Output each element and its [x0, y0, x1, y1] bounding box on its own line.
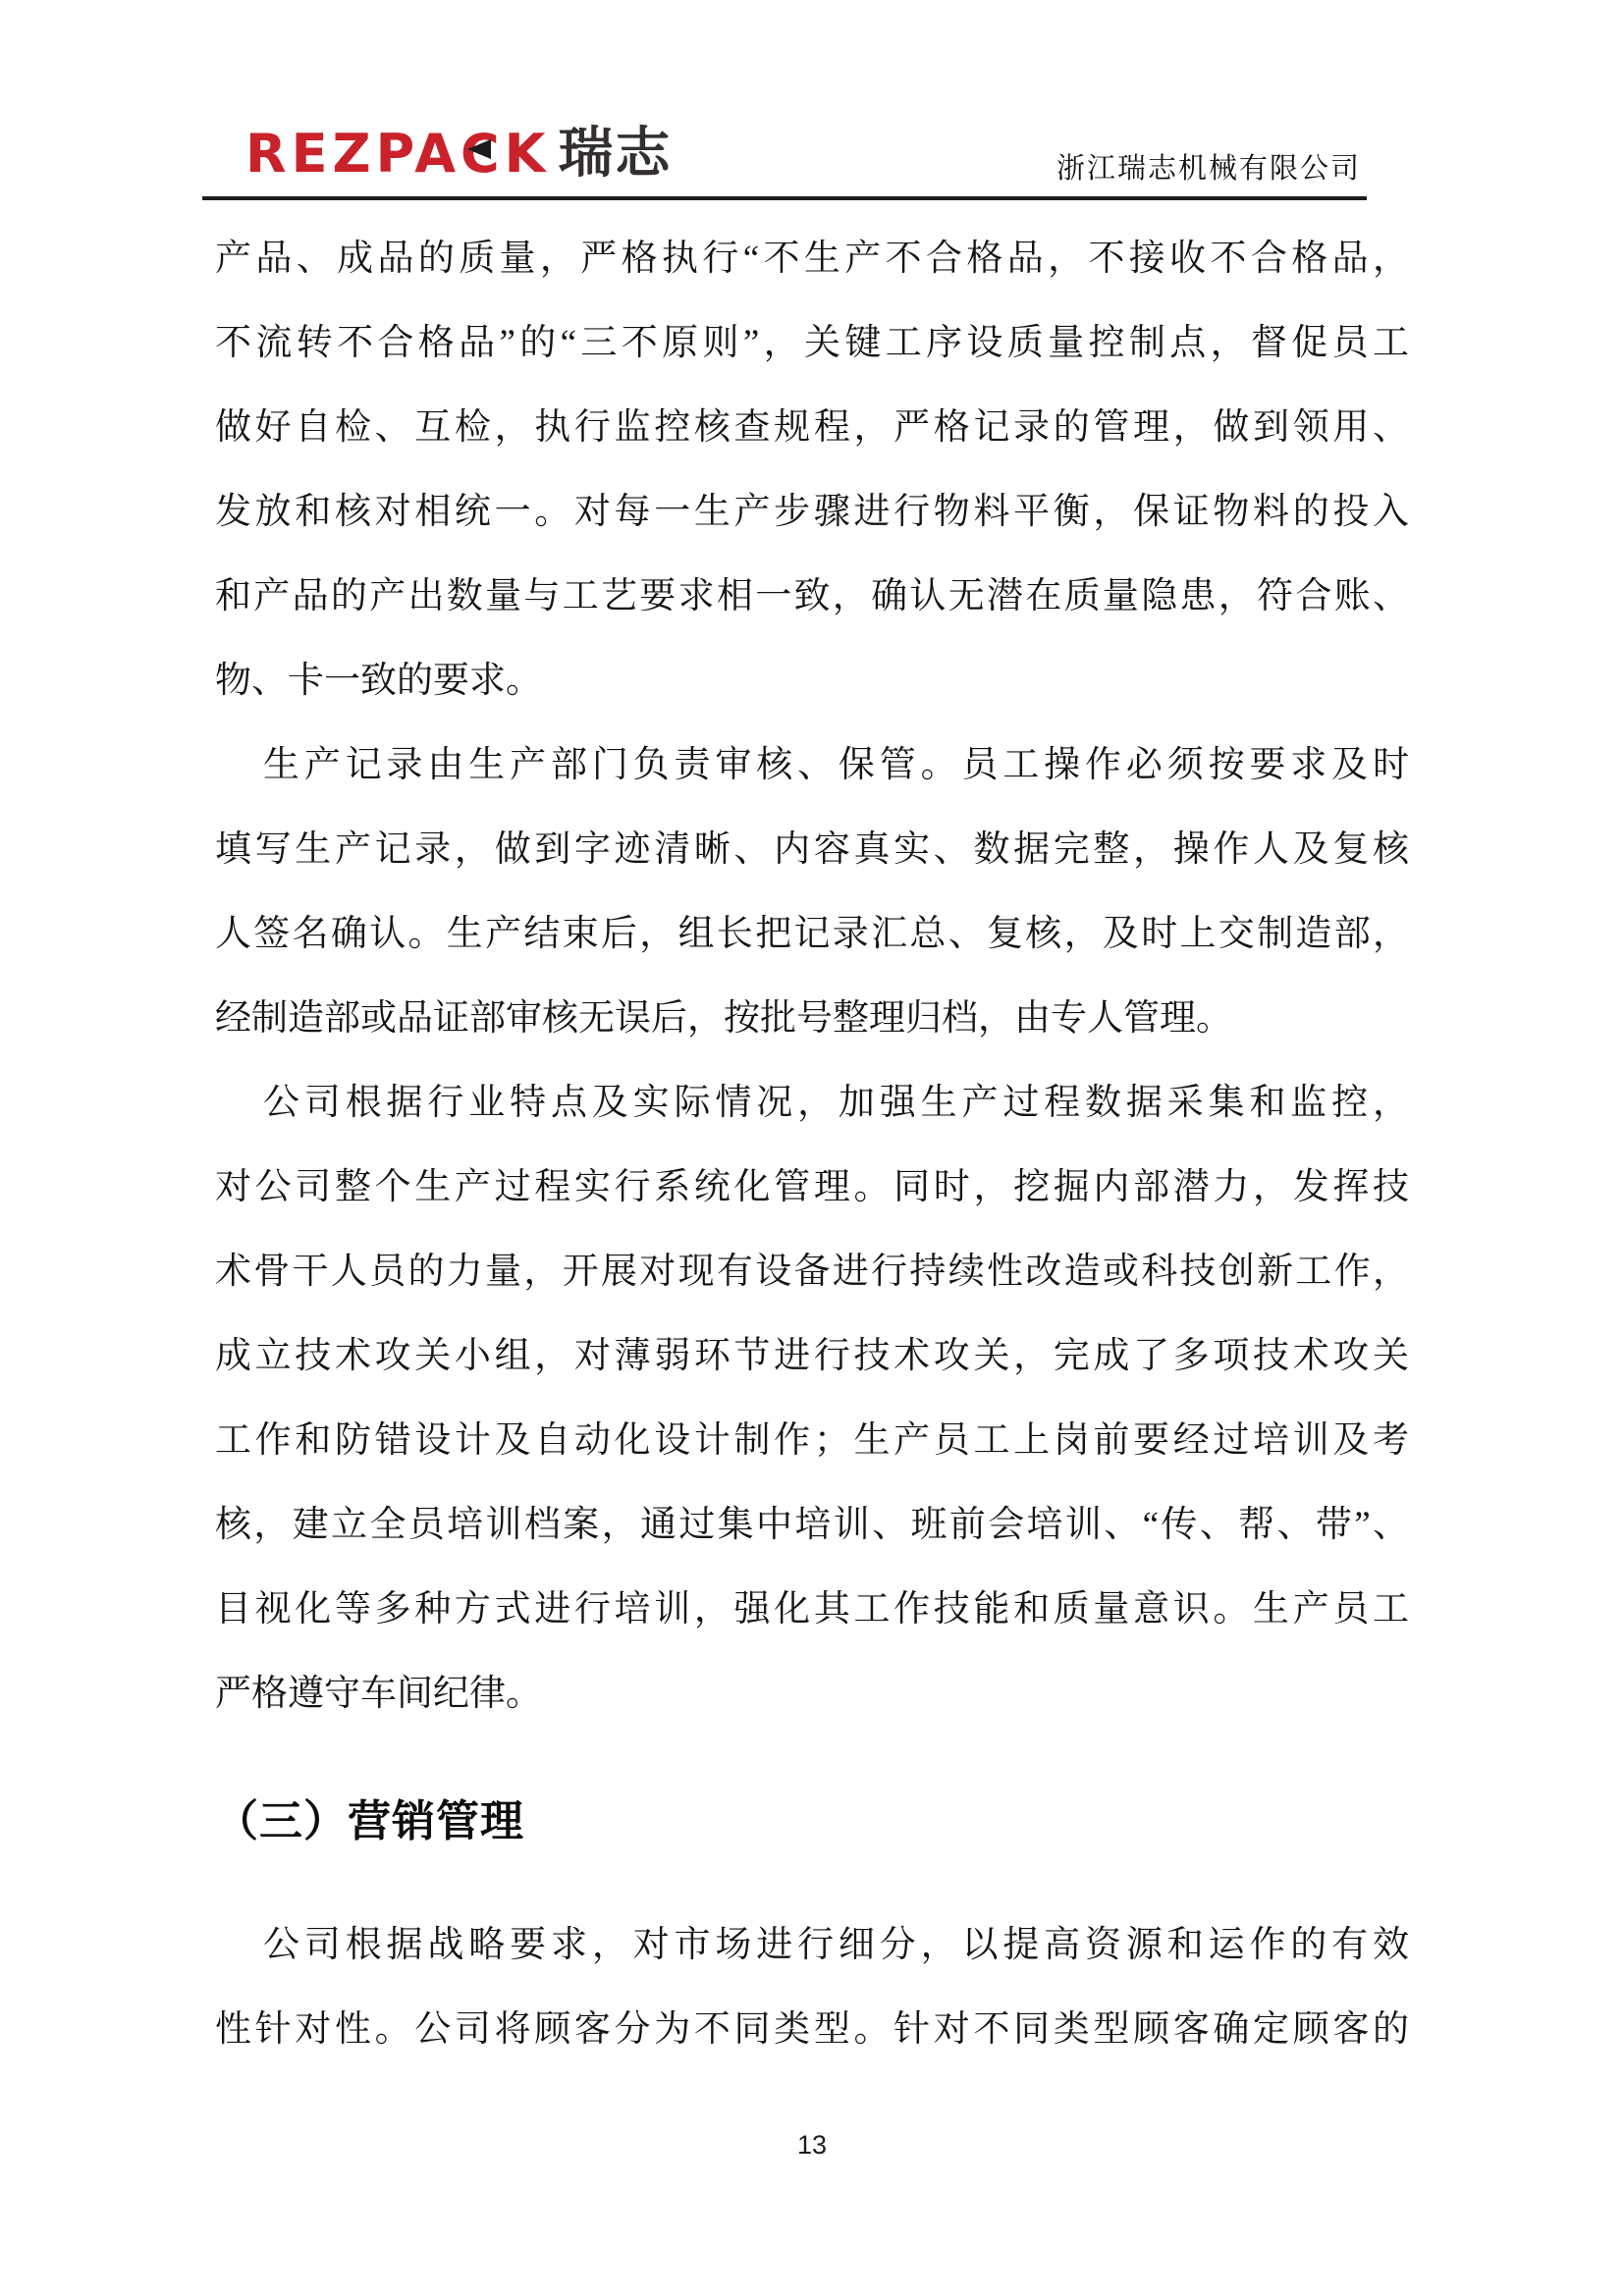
body-line: 和产品的产出数量与工艺要求相一致，确认无潜在质量隐患，符合账、	[215, 576, 1409, 616]
body-line: 术骨干人员的力量，开展对现有设备进行持续性改造或科技创新工作，	[215, 1252, 1409, 1292]
body-line: 成立技术攻关小组，对薄弱环节进行技术攻关，完成了多项技术攻关	[215, 1336, 1409, 1376]
section-heading: （三）营销管理	[215, 1797, 524, 1845]
body-line: 严格遵守车间纪律。	[215, 1674, 542, 1714]
body-line: 公司根据行业特点及实际情况，加强生产过程数据采集和监控，	[263, 1083, 1409, 1123]
body-line: 核，建立全员培训档案，通过集中培训、班前会培训、“传、帮、带”、	[215, 1505, 1409, 1545]
body-line: 性针对性。公司将顾客分为不同类型。针对不同类型顾客确定顾客的	[215, 2009, 1409, 2050]
page-header	[202, 0, 1367, 200]
body-content	[215, 217, 1409, 2072]
body-line: 目视化等多种方式进行培训，强化其工作技能和质量意识。生产员工	[215, 1589, 1409, 1629]
company-name: 浙江瑞志机械有限公司	[1056, 153, 1361, 185]
body-line: 工作和防错设计及自动化设计制作；生产员工上岗前要经过培训及考	[215, 1420, 1409, 1461]
logo-latin-wrap	[245, 123, 551, 185]
body-line: 做好自检、互检，执行监控核查规程，严格记录的管理，做到领用、	[215, 407, 1409, 448]
body-line: 对公司整个生产过程实行系统化管理。同时，挖掘内部潜力，发挥技	[215, 1167, 1409, 1207]
body-line: 物、卡一致的要求。	[215, 661, 542, 701]
body-line: 发放和核对相统一。对每一生产步骤进行物料平衡，保证物料的投入	[215, 492, 1409, 532]
body-line: 生产记录由生产部门负责审核、保管。员工操作必须按要求及时	[263, 745, 1409, 785]
page-number: 13	[796, 2130, 828, 2160]
logo-arrow-icon	[467, 139, 491, 159]
body-line: 人签名确认。生产结束后，组长把记录汇总、复核，及时上交制造部，	[215, 914, 1409, 954]
body-line: 产品、成品的质量，严格执行“不生产不合格品，不接收不合格品，	[215, 239, 1409, 279]
logo-wordmark-cjk: 瑞志	[558, 122, 673, 186]
logo-wordmark-latin: REZPACK	[245, 123, 551, 185]
body-line: 经制造部或品证部审核无误后，按批号整理归档，由专人管理。	[215, 998, 1232, 1039]
body-line: 填写生产记录，做到字迹清晰、内容真实、数据完整，操作人及复核	[215, 829, 1409, 870]
company-logo	[245, 110, 673, 188]
body-line: 公司根据战略要求，对市场进行细分，以提高资源和运作的有效	[263, 1925, 1409, 1965]
body-line: 不流转不合格品”的“三不原则”，关键工序设质量控制点，督促员工	[215, 323, 1409, 363]
